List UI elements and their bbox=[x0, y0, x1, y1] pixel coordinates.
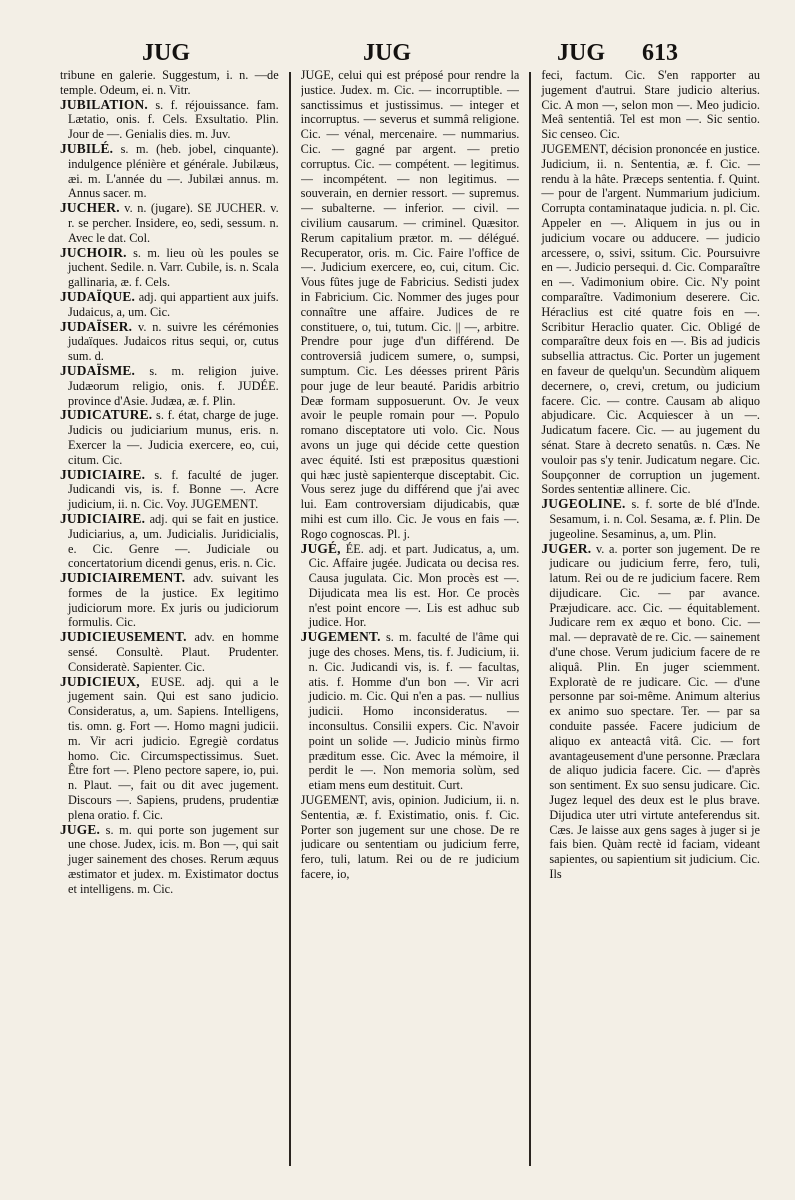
header-right-guideword: JUG bbox=[557, 40, 605, 66]
headword: JUDICATURE. bbox=[60, 407, 153, 423]
definition-text: tribune en galerie. Suggestum, i. n. —de temple. Odeum, ei. n. Vitr. bbox=[60, 68, 279, 97]
header-center-guideword: JUG bbox=[363, 40, 411, 66]
definition-text: EUSE. adj. qui a le jugement sain. Qui est sano judicio. Consideratus, a, um. Sapiens. Intelligens, tis. omn. g. Fort —. Homo magni judicii. m. Vir acri judicio. Egregiè cordatus homo. Cic. Circumspectissimus. Suet. Être fort —. Pleno pectore sapere, io, pui. n. Plaut. —, fait ou dit avec jugement. Discours —. Sapiens, prudens, prudentiæ plena oratio. f. Cic. bbox=[68, 674, 279, 822]
dictionary-entry bbox=[541, 497, 760, 541]
page-number: 613 bbox=[642, 40, 678, 66]
definition-text: JUGEMENT, avis, opinion. Judicium, ii. n. Sententia, æ. f. Existimatio, onis. f. Cic. Porter son jugement sur une chose. De re judicare ou sententiam ou judicium ferre, fero, tuli, latum. Rei ou de re judicium facere, io, bbox=[300, 793, 520, 882]
dictionary-entry bbox=[60, 98, 279, 142]
headword: JUDAÏQUE. bbox=[60, 288, 136, 304]
column-3 bbox=[541, 68, 760, 1168]
headword: JUGER. bbox=[541, 540, 592, 556]
headword: JUBILATION. bbox=[60, 96, 148, 112]
definition-text: v. a. porter son jugement. De re judicare ou judicium ferre, fero, tuli, latum. Rei ou de re judicium facere. Rem dijudicare. Cic. — par avance. Præjudicare. acc. Cic. — équitablement. Judicare rem ex æquo et bono. Cic. — mal. — depravatè de re. Cic. — sainement d'une chose. Verum judicium facere de re aliquâ. Plin. En juger sciemment. Exploratè de re judicare. Cic. — d'une personne par soi-même. Animum alterius ex animo suo spectare. Ter. — par sa conduite passée. Facere judicium de aliquo ex anteactâ vitâ. Cic. — fort avantageusement d'une personne. Præclara de aliquo judicia facere. Cic. — d'après son sentiment. Ex suo sensu judicare. Cic. Jugez lequel des deux est le plus brave. Dijudica uter utri virtute anteferendus sit. Cæs. Je laisse aux gens sages à juger si je fais bien. Quàm rectè id faciam, videant sapientes, ou sapientium sit judicium. Cic. Ils bbox=[549, 541, 761, 882]
definition-text: s. m. faculté de l'âme qui juge des choses. Mens, tis. f. Judicium, ii. n. Cic. Judicandi vis, is. f. — facultas, atis. f. Homme d'un bon —. Vir acri judicio. m. Cic. Qui n'en a pas. — nullius judicii. Homo inconsideratus. — inconsultus. Consilii expers. Cic. N'avoir point un solide —. Judicio minùs firmo præditum esse. Cic. Avec la mémoire, il perdit le —. Non memoria solùm, sed etiam mens eum destituit. Curt. bbox=[308, 630, 520, 793]
headword: JUDAÏSME. bbox=[60, 362, 136, 378]
headword: JUGE. bbox=[60, 821, 101, 837]
dictionary-entry bbox=[60, 512, 279, 571]
definition-text: adj. qui appartient aux juifs. Judaicus, a, um. Cic. bbox=[68, 289, 279, 319]
headword: JUGÉ, bbox=[300, 540, 341, 556]
column-rule bbox=[289, 72, 291, 1166]
definition-text: s. m. religion juive. Judæorum religio, onis. f. JUDÉE. province d'Asie. Judæa, æ. f. Plin. bbox=[68, 363, 279, 408]
definition-text: v. n. suivre les cérémonies judaïques. Judaicos ritus sequi, or, cutus sum. d. bbox=[68, 319, 279, 364]
header-left-guideword: JUG bbox=[142, 40, 190, 66]
dictionary-entry bbox=[60, 142, 279, 201]
text-columns bbox=[60, 68, 760, 1168]
entry-text bbox=[541, 142, 760, 497]
definition-text: s. f. sorte de blé d'Inde. Sesamum, i. n. Col. Sesama, æ. f. Plin. De jugeoline. Sesaminus, a, um. Plin. bbox=[549, 497, 761, 541]
definition-text: adv. en homme sensé. Consultè. Plaut. Prudenter. Consideratè. Sapienter. Cic. bbox=[68, 630, 279, 674]
dictionary-entry bbox=[60, 571, 279, 630]
definition-text: s. f. réjouissance. fam. Lætatio, onis. f. Cels. Exsultatio. Plin. Jour de —. Genialis dies. m. Juv. bbox=[68, 97, 279, 142]
definition-text: s. m. qui porte son jugement sur une chose. Judex, icis. m. Bon —, qui sait juger sainement des choses. Rerum æquus æstimator et judex. m. Existimator doctus et intelligens. m. Cic. bbox=[68, 822, 279, 896]
definition-text: s. f. faculté de juger. Judicandi vis, is. f. Bonne —. Acre judicium, ii. n. Cic. Voy. JUGEMENT. bbox=[68, 467, 279, 512]
entry-text bbox=[60, 68, 279, 98]
column-2 bbox=[301, 68, 520, 1168]
definition-text: ÉE. adj. et part. Judicatus, a, um. Cic. Affaire jugée. Judicata ou decisa res. Causa jugulata. Cic. Mon procès est —. Dijudicata mea lis est. Hor. Ce procès n'est point encore —. Lis est adhuc sub judice. Hor. bbox=[308, 541, 520, 630]
headword: JUDAÏSER. bbox=[60, 318, 133, 334]
definition-text: JUGEMENT, décision prononcée en justice. Judicium, ii. n. Sententia, æ. f. Cic. — rendu à la hâte. Præceps sententia. f. Quint. — pour de l'argent. Nummarium judicium. Corrupta contaminataque judicia. n. pl. Cic. Appeler en —. Aliquem in jus ou in judicium vocare ou adducere. — judicio arcessere, o, ssivi, ssitum. Cic. Poursuivre en —. Judicio persequi. d. Cic. Comparaître en —. Vadimonium obire. Cic. N'y point comparaître. Vadimonium deserere. Cic. Héraclius est cité quatre fois en —. Scribitur Heraclio quater. Cic. Obligé de comparaître deux fois en —. Bis ad judicis subsellia attractus. Cic. Porter un jugement en faveur de quelqu'un. Secundùm aliquem decernere, o, crevi, cretum, ou judicium facere. Cic. — contre. Causam ab aliquo abjudicare. Cic. Acquiescer à un —. Judicatum facere. Cic. — au jugement du sénat. Stare à decreto senatûs. n. Cæs. Ne vouloir pas s'y tenir. Judicatum negare. Cic. Soupçonner de corruption un jugement. Sordes sententiæ allinere. Cic. bbox=[541, 141, 761, 497]
dictionary-entry bbox=[60, 201, 279, 245]
headword: JUDICIAIRE. bbox=[60, 466, 146, 482]
dictionary-entry bbox=[60, 468, 279, 512]
headword: JUGEMENT. bbox=[300, 629, 381, 645]
headword: JUBILÉ. bbox=[60, 140, 114, 156]
headword: JUCHOIR. bbox=[60, 244, 127, 260]
definition-text: s. f. état, charge de juge. Judicis ou judiciarium munus, eris. n. Exercer la —. Judicia exercere, eo, cui, citum. Cic. bbox=[68, 408, 279, 467]
definition-text: adv. suivant les formes de la justice. Ex legitimo judiciorum more. Ex juris ou judiciorum formulis. Cic. bbox=[68, 571, 279, 630]
definition-text: v. n. (jugare). SE JUCHER. v. r. se percher. Insidere, eo, sedi, sessum. n. Avec le dat. Col. bbox=[68, 201, 279, 245]
definition-text: JUGE, celui qui est préposé pour rendre la justice. Judex. m. Cic. — incorruptible. — sanctissimus et justissimus. — integer et incorruptus. — severus et summâ religione. Cic. — vénal, mercenaire. — nummarius. Cic. — gagné par argent. — pretio corruptus. Cic. — compétent. — legitimus. — incompétent. — non legitimus. — souverain, en dernier ressort. — supremus. — subalterne. — inferior. — civil. — civilium causarum. — criminel. Quæsitor. Rerum capitalium prætor. m. — délégué. Recuperator, oris. m. Cic. Faire l'office de —. Judicium exercere, eo, cui, citum. Cic. Vous fûtes juge de Fabricius. Sedisti judex in Fabricium. Cic. Nommer des juges pour connaître une affaire. Judices de re constituere, o, tui, tutum. Cic. || —, arbitre. Prendre pour juge d'un différend. De controversiâ judicem sumere, o, sumpsi, sumptum. Cic. Les déesses prirent Pâris pour juge de leur beauté. Paridis arbitrio Deæ formam supposuerunt. Ov. Je veux avoir le peuple romain pour —. Populo romano disceptatore uti volo. Cic. Nous avons un juge qui décide cette question avec équité. Isti est præpositus quæstioni qui hæc justè sapienterque disceptabit. Cic. Vous serez juge du différend que j'ai avec lui. Eam controversiam dijudicabis, quæ mihi est cum illo. Cic. Je vous en fais —. Rogo cognoscas. Pl. j. bbox=[300, 68, 520, 541]
dictionary-entry bbox=[60, 823, 279, 897]
definition-text: adj. qui se fait en justice. Judiciarius, a, um. Judicialis. Juridicialis, e. Cic. Genre —. Judiciale ou concertatorium dicendi genus, eris. n. Cic. bbox=[68, 511, 279, 571]
headword: JUDICIEUSEMENT. bbox=[60, 629, 187, 645]
dictionary-entry bbox=[60, 675, 279, 823]
column-rule bbox=[529, 72, 531, 1166]
column-1 bbox=[60, 68, 279, 1168]
entry-text bbox=[301, 68, 520, 542]
headword: JUCHER. bbox=[60, 200, 120, 216]
dictionary-entry bbox=[301, 630, 520, 793]
dictionary-entry bbox=[60, 320, 279, 364]
headword: JUDICIAIRE. bbox=[60, 510, 146, 526]
dictionary-entry bbox=[541, 542, 760, 882]
headword: JUDICIEUX, bbox=[60, 673, 140, 689]
definition-text: feci, factum. Cic. S'en rapporter au jugement d'autrui. Stare judicio alterius. Cic. A mon —, selon mon —. Meo judicio. Meâ sententiâ. Tel est mon —. Sic sentio. Sic censeo. Cic. bbox=[541, 68, 761, 142]
dictionary-entry bbox=[301, 542, 520, 631]
dictionary-entry bbox=[60, 290, 279, 320]
dictionary-entry bbox=[60, 246, 279, 290]
headword: JUGEOLINE. bbox=[541, 496, 626, 512]
dictionary-entry bbox=[60, 630, 279, 674]
dictionary-entry bbox=[60, 408, 279, 467]
definition-text: s. m. lieu où les poules se juchent. Sedile. n. Varr. Cubile, is. n. Scala gallinaria, æ. f. Cels. bbox=[68, 245, 279, 290]
entry-text bbox=[301, 793, 520, 882]
definition-text: s. m. (heb. jobel, cinquante). indulgence plénière et générale. Jubilæus, æi. m. L'année du —. Jubilæi annus. m. Annus sacer. m. bbox=[68, 141, 279, 201]
dictionary-entry bbox=[60, 364, 279, 408]
entry-text bbox=[541, 68, 760, 142]
headword: JUDICIAIREMENT. bbox=[60, 570, 186, 586]
